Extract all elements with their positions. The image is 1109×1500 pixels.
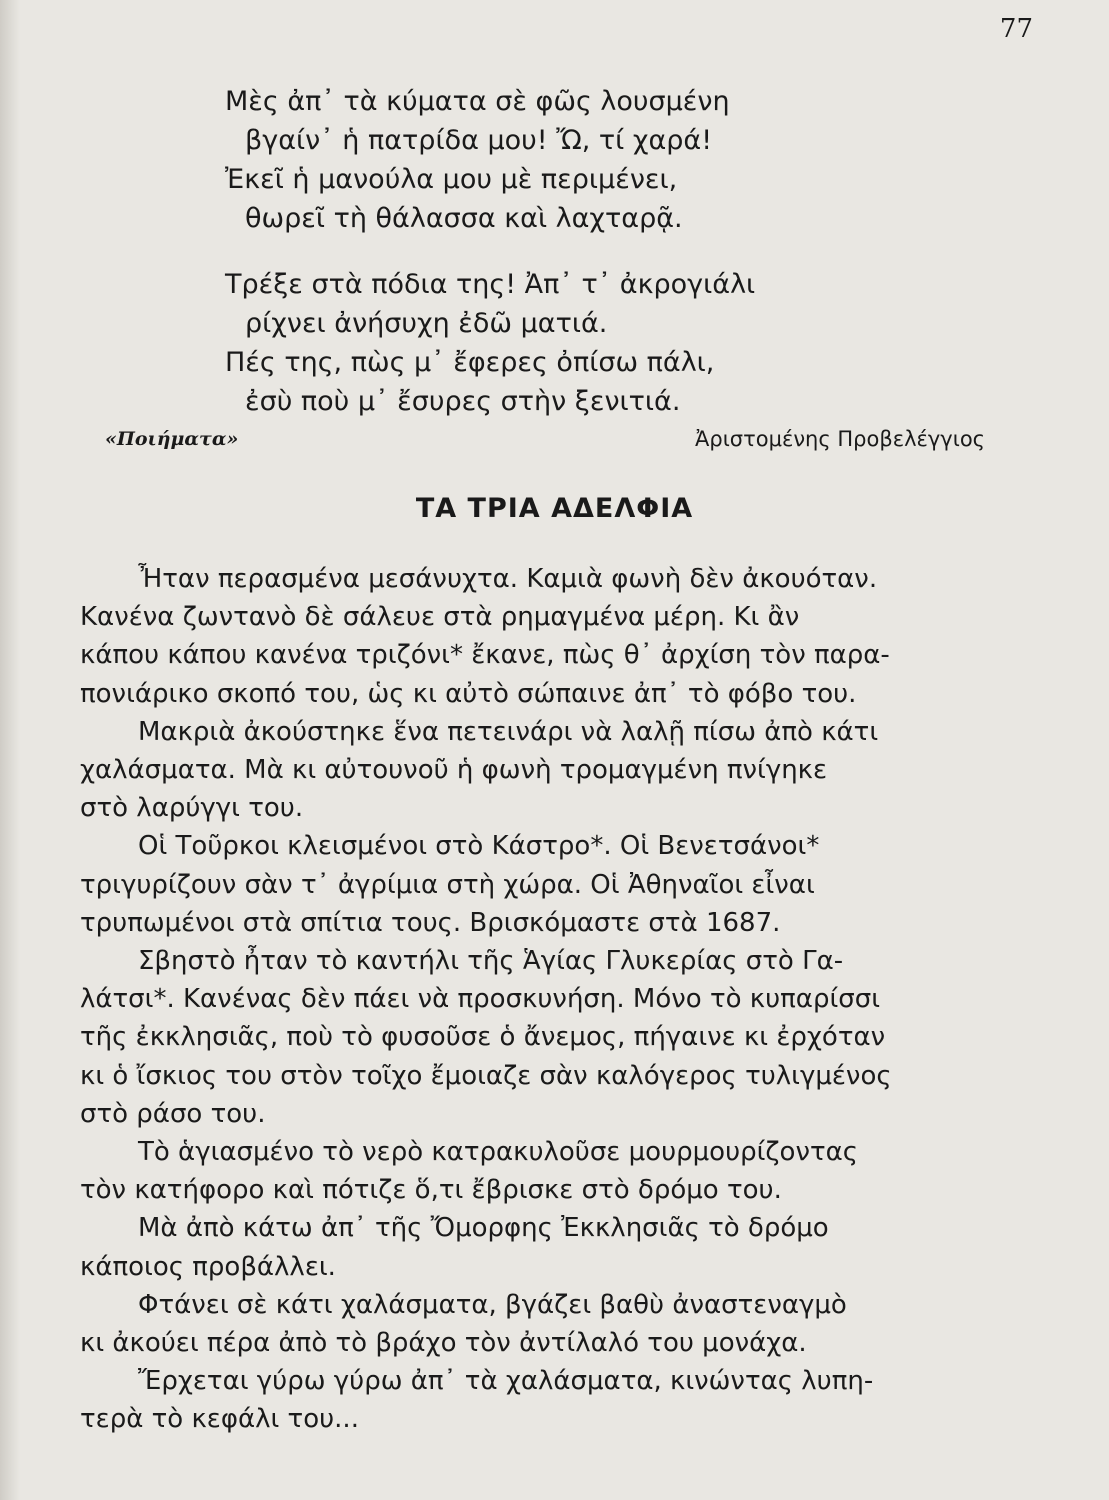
text-line: Κανένα ζωντανὸ δὲ σάλευε στὰ ρημαγμένα μέρη. Κι ἂν [80,602,800,633]
text-line: Τὸ ἁγιασμένο τὸ νερὸ κατρακυλοῦσε μουρμουρίζοντας [138,1137,859,1168]
verse-line: ρίχνει ἀνήσυχη ἐδῶ ματιά. [245,308,608,339]
text-line: Οἱ Τοῦρκοι κλεισμένοι στὸ Κάστρο*. Οἱ Βενετσάνοι* [138,831,820,862]
text-line: Σβηστὸ ἦταν τὸ καντήλι τῆς Ἁγίας Γλυκερίας στὸ Γα- [138,946,844,977]
text-line: τῆς ἐκκλησιᾶς, ποὺ τὸ φυσοῦσε ὁ ἄνεμος, πήγαινε κι ἐρχόταν [80,1022,886,1053]
text-line: κι ἀκούει πέρα ἀπὸ τὸ βράχο τὸν ἀντίλαλό του μονάχα. [80,1328,807,1359]
text-line: κάπου κάπου κανένα τριζόνι* ἔκανε, πὼς θ᾽ ἀρχίση τὸν παρα- [80,640,890,671]
page-number: 77 [999,14,1033,44]
text-line: Φτάνει σὲ κάτι χαλάσματα, βγάζει βαθὺ ἀναστεναγμὸ [138,1289,847,1320]
text-line: κι ὁ ἴσκιος του στὸν τοῖχο ἔμοιαζε σὰν καλόγερος τυλιγμένος [80,1060,892,1091]
verse-line: θωρεῖ τὴ θάλασσα καὶ λαχταρᾷ. [245,203,683,234]
poem [225,82,945,448]
poem-stanza-2 [225,265,945,421]
poem-source: «Ποιήματα» [105,428,239,450]
verse-line: Τρέξε στὰ πόδια της! Ἀπ᾽ τ᾽ ἀκρογιάλι [225,269,756,300]
text-line: τριγυρίζουν σὰν τ᾽ ἀγρίμια στὴ χώρα. Οἱ Ἀθηναῖοι εἶναι [80,869,815,900]
text-line: κάποιος προβάλλει. [80,1251,336,1282]
poem-author: Ἀριστομένης Προβελέγγιος [695,427,985,451]
text-line: Ἦταν περασμένα μεσάνυχτα. Καμιὰ φωνὴ δὲν ἀκουόταν. [138,564,878,594]
text-line: λάτσι*. Κανένας δὲν πάει νὰ προσκυνήση. Μόνο τὸ κυπαρίσσι [80,984,880,1015]
text-line: τὸν κατήφορο καὶ πότιζε ὅ,τι ἔβρισκε στὸ δρόμο του. [80,1175,782,1206]
text-line: Μὰ ἀπὸ κάτω ἀπ᾽ τῆς Ὄμορφης Ἐκκλησιᾶς τὸ δρόμο [138,1213,829,1244]
verse-line: Πές της, πὼς μ᾽ ἔφερες ὀπίσω πάλι, [225,347,715,378]
poem-stanza-1 [225,82,945,238]
text-line: χαλάσματα. Μὰ κι αὐτουνοῦ ἡ φωνὴ τρομαγμένη πνίγηκε [80,755,828,786]
text-line: Ἔρχεται γύρω γύρω ἀπ᾽ τὰ χαλάσματα, κινώντας λυπη- [138,1366,874,1397]
verse-line: Ἐκεῖ ἡ μανούλα μου μὲ περιμένει, [225,164,678,195]
verse-line: Μὲς ἀπ᾽ τὰ κύματα σὲ φῶς λουσμένη [225,86,730,117]
text-line: στὸ λαρύγγι του. [80,793,304,824]
poem-attribution [105,424,985,454]
text-line: Μακριὰ ἀκούστηκε ἕνα πετεινάρι νὰ λαλῇ πίσω ἀπὸ κάτι [138,716,879,747]
text-line: στὸ ράσο του. [80,1098,266,1129]
verse-line: ἐσὺ ποὺ μ᾽ ἔσυρες στὴν ξενιτιά. [245,386,681,417]
text-line: πονιάρικο σκοπό του, ὡς κι αὐτὸ σώπαινε ἀπ᾽ τὸ φόβο του. [80,678,857,709]
verse-line: βγαίν᾽ ἡ πατρίδα μου! Ὤ, τί χαρά! [245,125,713,156]
text-line: τερὰ τὸ κεφάλι του... [80,1404,359,1435]
text-line: τρυπωμένοι στὰ σπίτια τους. Βρισκόμαστε στὰ 1687. [80,907,781,938]
story-text [80,560,1000,1439]
page-gutter-shadow [0,0,20,1500]
story-title: ΤΑ ΤΡΙΑ ΑΔΕΛΦΙΑ [415,493,694,524]
